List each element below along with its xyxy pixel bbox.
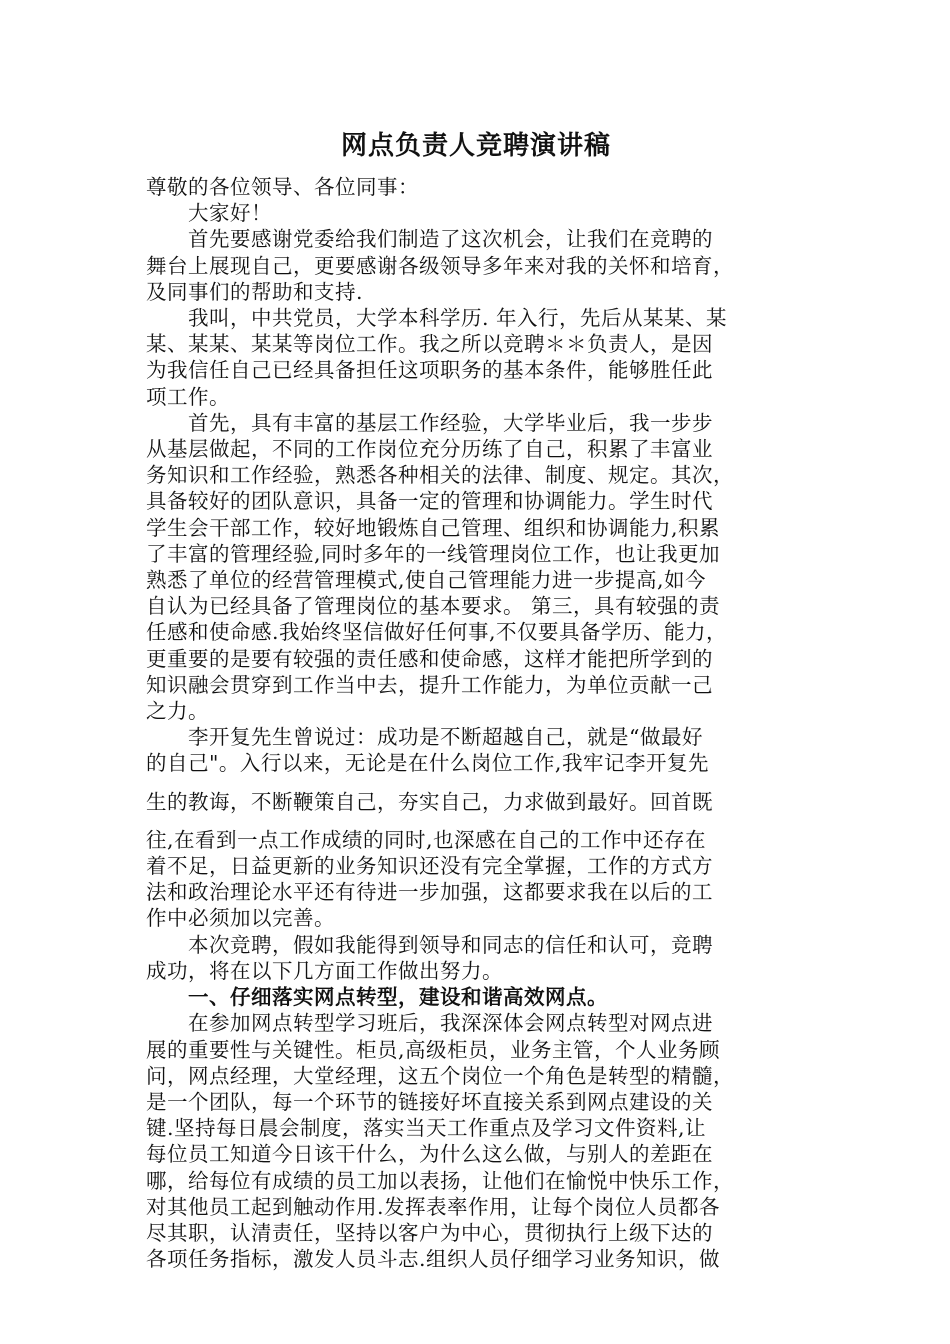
body-text-line: 成功，将在以下几方面工作做出努力。 bbox=[146, 958, 503, 983]
body-text-line: 舞台上展现自己，更要感谢各级领导多年来对我的关怀和培育， bbox=[146, 253, 734, 278]
body-text-line: 具备较好的团队意识，具备一定的管理和协调能力。学生时代 bbox=[146, 489, 713, 514]
section-heading: 一、仔细落实网点转型，建设和谐高效网点。 bbox=[188, 985, 608, 1010]
body-text-line: 着不足，日益更新的业务知识还没有完全掌握，工作的方式方 bbox=[146, 854, 713, 879]
body-text-line: 每位员工知道今日该干什么，为什么这么做，与别人的差距在 bbox=[146, 1142, 713, 1167]
body-text-line: 大家好！ bbox=[188, 201, 272, 226]
body-text-line: 李开复先生曾说过：成功是不断超越自己，就是“做最好 bbox=[188, 725, 703, 750]
document-body bbox=[146, 174, 806, 1272]
body-text-line: 键.坚持每日晨会制度，落实当天工作重点及学习文件资料,让 bbox=[146, 1116, 707, 1141]
body-text-line: 在参加网点转型学习班后，我深深体会网点转型对网点进 bbox=[188, 1011, 713, 1036]
body-text-line: 哪，给每位有成绩的员工加以表扬，让他们在愉悦中快乐工作， bbox=[146, 1168, 734, 1193]
body-text-line: 对其他员工起到触动作用.发挥表率作用，让每个岗位人员都各 bbox=[146, 1194, 721, 1219]
body-text-line: 作中必须加以完善。 bbox=[146, 906, 335, 931]
body-text-line: 的自己"。入行以来，无论是在什么岗位工作,我牢记李开复先 bbox=[146, 751, 709, 776]
body-text-line: 之力。 bbox=[146, 699, 209, 724]
body-text-line: 尊敬的各位领导、各位同事： bbox=[146, 175, 419, 199]
body-text-line: 首先要感谢党委给我们制造了这次机会，让我们在竞聘的 bbox=[188, 227, 713, 252]
body-text-line: 本次竞聘，假如我能得到领导和同志的信任和认可，竞聘 bbox=[188, 932, 713, 957]
body-text-line: 问，网点经理，大堂经理，这五个岗位一个角色是转型的精髓， bbox=[146, 1063, 734, 1088]
body-text-line: 各项任务指标，激发人员斗志.组织人员仔细学习业务知识，做 bbox=[146, 1247, 721, 1272]
body-text-line: 学生会干部工作，较好地锻炼自己管理、组织和协调能力,积累 bbox=[146, 515, 721, 540]
body-text-line: 是一个团队，每一个环节的链接好坏直接关系到网点建设的关 bbox=[146, 1089, 713, 1114]
document-title: 网点负责人竞聘演讲稿 bbox=[340, 131, 611, 161]
body-text-line: 展的重要性与关键性。柜员,高级柜员，业务主管，个人业务顾 bbox=[146, 1037, 721, 1062]
body-text-line: 我叫，中共党员，大学本科学历. 年入行，先后从某某、某 bbox=[188, 306, 728, 331]
document-page bbox=[146, 128, 806, 1272]
body-text-line: 某、某某、某某等岗位工作。我之所以竞聘＊＊负责人，是因 bbox=[146, 332, 713, 357]
body-text-line: 为我信任自己已经具备担任这项职务的基本条件，能够胜任此 bbox=[146, 358, 713, 383]
body-text-line: 任感和使命感.我始终坚信做好任何事,不仅要具备学历、能力， bbox=[146, 620, 728, 645]
body-text-line: 熟悉了单位的经营管理模式,使自己管理能力进一步提高,如今 bbox=[146, 568, 707, 593]
body-text-line: 务知识和工作经验，熟悉各种相关的法律、制度、规定。其次， bbox=[146, 463, 734, 488]
body-text-line: 更重要的是要有较强的责任感和使命感，这样才能把所学到的 bbox=[146, 646, 713, 671]
body-text-line: 项工作。 bbox=[146, 384, 230, 409]
body-text-line: 生的教诲，不断鞭策自己，夯实自己，力求做到最好。回首既 bbox=[146, 789, 713, 814]
body-text-line: 尽其职，认清责任，坚持以客户为中心，贯彻执行上级下达的 bbox=[146, 1220, 713, 1245]
body-text-line: 了丰富的管理经验,同时多年的一线管理岗位工作，也让我更加 bbox=[146, 541, 721, 566]
body-text-line: 自认为已经具备了管理岗位的基本要求。 第三，具有较强的责 bbox=[146, 594, 721, 619]
body-text-line: 知识融会贯穿到工作当中去，提升工作能力，为单位贡献一己 bbox=[146, 672, 713, 697]
body-text-line: 往,在看到一点工作成绩的同时,也深感在自己的工作中还存在 bbox=[146, 827, 707, 852]
body-text-line: 及同事们的帮助和支持. bbox=[146, 279, 364, 304]
body-text-line: 首先，具有丰富的基层工作经验，大学毕业后，我一步步 bbox=[188, 410, 713, 435]
body-text-line: 法和政治理论水平还有待进一步加强，这都要求我在以后的工 bbox=[146, 880, 713, 905]
body-text-line: 从基层做起，不同的工作岗位充分历练了自己，积累了丰富业 bbox=[146, 437, 713, 462]
